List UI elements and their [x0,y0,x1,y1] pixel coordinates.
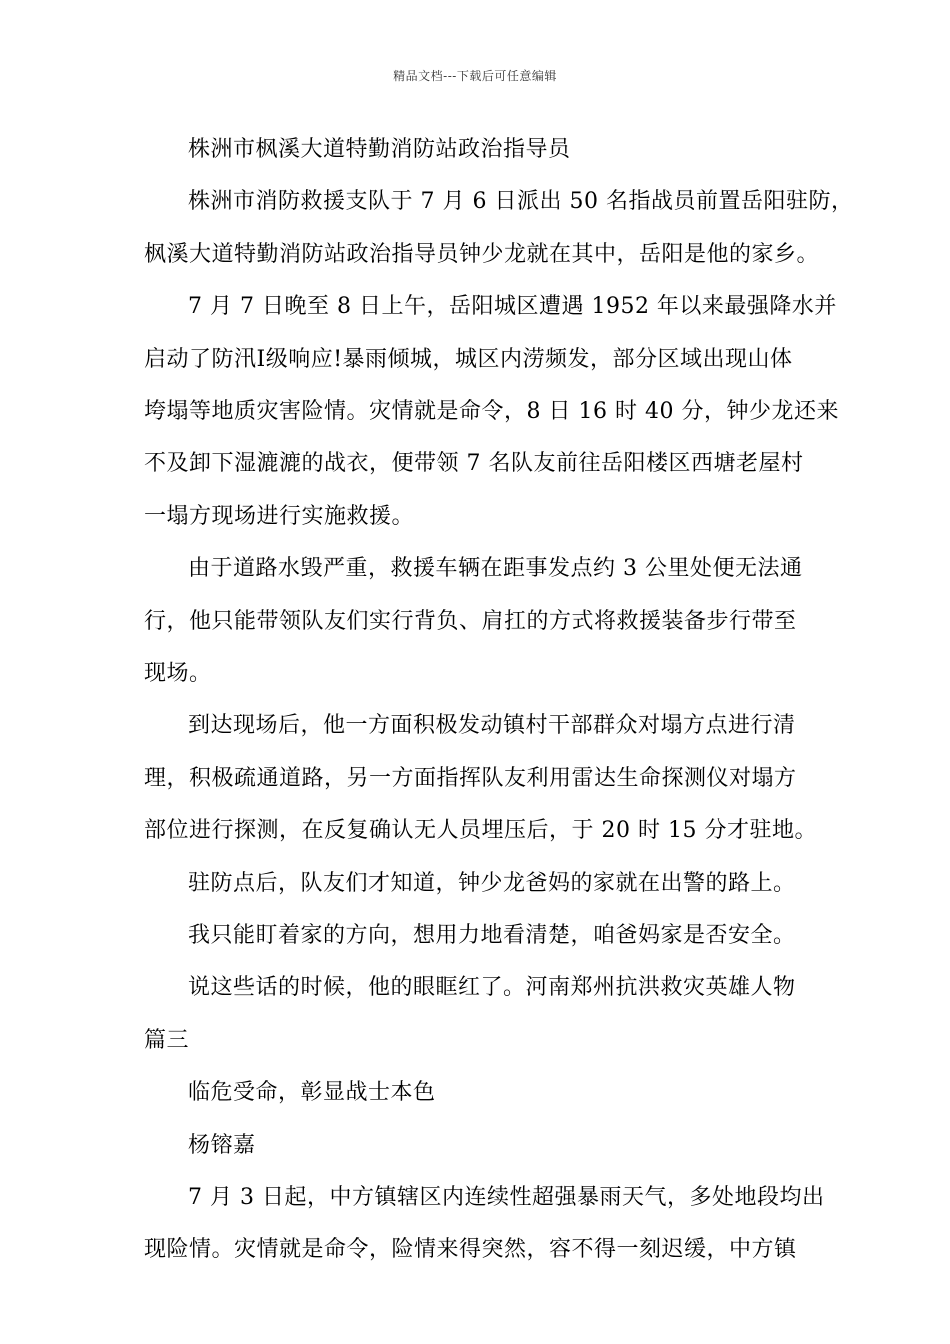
text-line: 株洲市消防救援支队于 7 月 6 日派出 50 名指战员前置岳阳驻防， [188,189,854,215]
text-line: 7 月 7 日晚至 8 日上午，岳阳城区遭遇 1952 年以来最强降水并 [188,294,837,320]
text-line: 株洲市枫溪大道特勤消防站政治指导员 [188,137,571,162]
text-line: 部位进行探测，在反复确认无人员埋压后，于 20 时 15 分才驻地。 [144,818,817,844]
text-line: 7 月 3 日起，中方镇辖区内连续性超强暴雨天气，多处地段均出 [188,1185,825,1210]
text-line: 杨镕嘉 [188,1132,256,1158]
text-line: 枫溪大道特勤消防站政治指导员钟少龙就在其中，岳阳是他的家乡。 [144,241,820,267]
text-line: 由于道路水毁严重，救援车辆在距事发点约 3 公里处便无法通 [188,556,803,582]
text-line: 不及卸下湿漉漉的战衣，便带领 7 名队友前往岳阳楼区西塘老屋村 [144,451,804,477]
text-line: 一塌方现场进行实施救援。 [144,503,415,529]
text-line: 现险情。灾情就是命令，险情来得突然，容不得一刻迟缓，中方镇 [144,1237,797,1263]
text-line: 现场。 [144,661,212,686]
text-line: 我只能盯着家的方向，想用力地看清楚，咱爸妈家是否安全。 [188,923,796,948]
text-line: 行，他只能带领队友们实行背负、肩扛的方式将救援装备步行带至 [144,608,797,634]
text-line: 说这些话的时候，他的眼眶红了。河南郑州抗洪救灾英雄人物 [188,975,796,1001]
text-line: 启动了防汛Ⅰ级响应!暴雨倾城，城区内涝频发，部分区域出现山体 [144,346,793,372]
text-line: 理，积极疏通道路，另一方面指挥队友利用雷达生命探测仪对塌方 [144,765,797,791]
text-line: 临危受命，彰显战士本色 [188,1080,436,1106]
text-line: 篇三 [144,1027,190,1053]
text-line: 到达现场后，他一方面积极发动镇村干部群众对塌方点进行清 [188,713,796,739]
page-header: 精品文档---下载后可任意编辑 [393,69,557,83]
text-line: 驻防点后，队友们才知道，钟少龙爸妈的家就在出警的路上。 [188,870,796,896]
text-line: 垮塌等地质灾害险情。灾情就是命令，8 日 16 时 40 分，钟少龙还来 [144,399,839,424]
